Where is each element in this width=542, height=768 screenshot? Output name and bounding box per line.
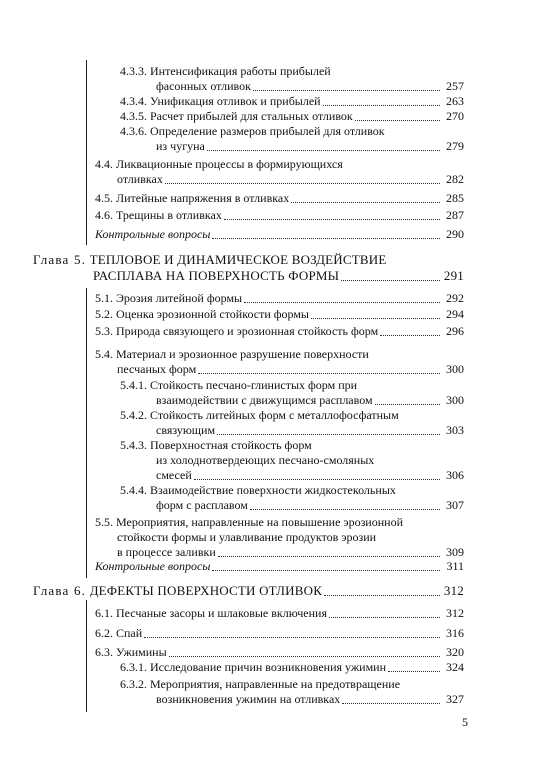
leader-dots [250,508,440,510]
toc-entry-6-3-2 [120,677,464,707]
toc-entry-6-2 [95,626,464,641]
page-ref: 300 [446,393,464,407]
leader-dots [198,372,440,374]
toc-entry-4-3-3 [120,64,464,94]
entry-title: Ужимины [116,645,167,659]
entry-number: 4.3.4. [120,94,147,108]
entry-number: 5.4.4. [120,483,147,497]
entry-title: Песчаные засоры и шлаковые включения [116,606,327,620]
page-ref: 282 [446,172,464,186]
toc-entry-5-1 [95,291,464,306]
page-ref: 306 [446,468,464,482]
entry-title-cont: стойкости формы и улавливание продуктов эрозии [117,530,377,544]
entry-title: Исследование причин возникновения ужимин [150,660,387,674]
entry-number: 4.4. [95,157,113,171]
toc-entry-5-4-4 [120,483,464,513]
page-ref: 327 [446,692,464,706]
leader-dots [253,89,440,91]
entry-title: Стойкость песчано-глинистых форм при [150,378,358,392]
leader-dots [212,237,440,239]
entry-number: 4.6. [95,208,113,222]
toc-entry-4-4 [95,157,464,187]
toc-entry-5-2 [95,307,464,322]
leader-dots [207,149,440,151]
entry-title: Эрозия литейной формы [116,291,243,305]
page-ref: 324 [446,660,464,674]
chapter-rule-ch5 [86,288,87,578]
entry-title: Определение размеров прибылей для отливок [150,124,385,138]
page-ref: 309 [446,545,464,559]
entry-number: 4.3.6. [120,124,147,138]
entry-title-cont: песчаных форм [117,362,197,376]
entry-title: Расчет прибылей для стальных отливок [150,109,353,123]
page-ref: 270 [446,109,464,123]
entry-title: Унификация отливок и прибылей [150,94,321,108]
page-ref: 285 [446,191,464,205]
entry-number: 4.5. [95,191,113,205]
entry-title: Материал и эрозионное разрушение поверхности [116,347,369,361]
entry-title: Трещины в отливках [116,208,222,222]
leader-dots [329,616,440,618]
toc-entry-review-questions-ch4 [95,227,464,242]
leader-dots [388,670,440,672]
entry-title-cont: форм с расплавом [156,498,248,512]
page-ref: 312 [446,606,464,620]
leader-dots [311,317,440,319]
chapter-rule-ch6 [86,600,87,712]
chapter-title: ТЕПЛОВОЕ И ДИНАМИЧЕСКОЕ ВОЗДЕЙСТВИЕ [89,252,387,267]
entry-title: Природа связующего и эрозионная стойкость форм [116,324,379,338]
chapter-label: Глава 5. [33,252,87,267]
leader-dots [291,201,440,203]
toc-entry-review-questions-ch5 [95,559,464,574]
page-ref: 263 [446,94,464,108]
page-ref: 291 [443,268,464,283]
entry-title: Взаимодействие поверхности жидкостекольных [150,483,396,497]
entry-number: 5.4.1. [120,378,147,392]
entry-number: 6.3.1. [120,660,147,674]
entry-title-cont: связующим [156,423,216,437]
entry-number: 5.2. [95,307,113,321]
page-ref: 292 [446,291,464,305]
entry-title: Оценка эрозионной стойкости формы [116,307,309,321]
toc-entry-6-3-1 [120,660,464,675]
toc-entry-5-4 [95,347,464,377]
entry-title: Ликвационные процессы в формирующихся [116,157,343,171]
toc-entry-5-4-1 [120,378,464,408]
entry-title: Литейные напряжения в отливках [116,191,290,205]
toc-entry-6-3 [95,645,464,660]
entry-number: 5.3. [95,324,113,338]
leader-dots [165,182,440,184]
entry-number: 5.5. [95,515,113,529]
page-ref: 257 [446,79,464,93]
leader-dots [218,555,440,557]
entry-title-cont: смесей [156,468,192,482]
entry-title: Мероприятия, направленные на предотвращение [150,677,401,691]
entry-title: Поверхностная стойкость форм [150,438,312,452]
entry-number: 6.3.2. [120,677,147,691]
entry-title: Контрольные вопросы [95,559,211,573]
page-ref: 320 [446,645,464,659]
page-ref: 316 [446,626,464,640]
chapter-title-cont: РАСПЛАВА НА ПОВЕРХНОСТЬ ФОРМЫ [93,268,340,283]
leader-dots [355,119,440,121]
leader-dots [144,636,440,638]
chapter-rule-ch4 [86,60,87,245]
entry-title-cont: взаимодействии с движущимся расплавом [156,393,373,407]
leader-dots [217,433,440,435]
leader-dots [324,594,440,596]
page-ref: 279 [446,139,464,153]
entry-title: Мероприятия, направленные на повышение эрозионной [116,515,403,529]
entry-number: 6.3. [95,645,113,659]
entry-number: 5.4.3. [120,438,147,452]
entry-title-cont: из чугуна [156,139,205,153]
toc-entry-4-6 [95,208,464,223]
entry-title-cont: фасонных отливок [156,79,251,93]
page-ref: 287 [446,208,464,222]
page-ref: 300 [446,362,464,376]
leader-dots [341,279,440,281]
leader-dots [194,478,440,480]
toc-entry-5-4-3 [120,438,464,483]
chapter-title: ДЕФЕКТЫ ПОВЕРХНОСТИ ОТЛИВОК [89,583,323,598]
page-ref: 294 [446,307,464,321]
entry-title: Контрольные вопросы [95,227,211,241]
entry-title: Стойкость литейных форм с металлофосфатным [150,408,399,422]
toc-chapter-6 [33,583,464,599]
page-ref: 303 [446,423,464,437]
toc-entry-6-1 [95,606,464,621]
page-ref: 312 [443,583,464,598]
entry-number: 5.4.2. [120,408,147,422]
page-ref: 311 [446,559,464,573]
leader-dots [169,655,440,657]
toc-entry-4-3-6 [120,124,464,154]
leader-dots [380,334,440,336]
chapter-label: Глава 6. [33,583,87,598]
page-ref: 307 [446,498,464,512]
page-ref: 290 [446,227,464,241]
entry-title: Интенсификация работы прибылей [150,64,331,78]
leader-dots [244,301,440,303]
entry-number: 4.3.3. [120,64,147,78]
toc-entry-4-3-4 [120,94,464,109]
entry-title-cont: из холоднотвердеющих песчано-смоляных [156,453,375,467]
toc-entry-5-3 [95,324,464,339]
leader-dots [375,403,440,405]
page-ref: 296 [446,324,464,338]
leader-dots [342,702,440,704]
toc-entry-5-5 [95,515,464,560]
entry-number: 5.1. [95,291,113,305]
entry-number: 5.4. [95,347,113,361]
entry-title-cont: отливках [117,172,163,186]
entry-title-cont: возникновения ужимин на отливках [156,692,341,706]
toc-entry-4-5 [95,191,464,206]
toc-entry-5-4-2 [120,408,464,438]
entry-title: Спай [116,626,143,640]
entry-title-cont: в процессе заливки [117,545,216,559]
leader-dots [212,569,440,571]
toc-chapter-5 [33,252,464,284]
entry-number: 6.1. [95,606,113,620]
toc-entry-4-3-5 [120,109,464,124]
page-number: 5 [462,715,468,729]
leader-dots [323,104,440,106]
entry-number: 6.2. [95,626,113,640]
leader-dots [224,218,440,220]
entry-number: 4.3.5. [120,109,147,123]
